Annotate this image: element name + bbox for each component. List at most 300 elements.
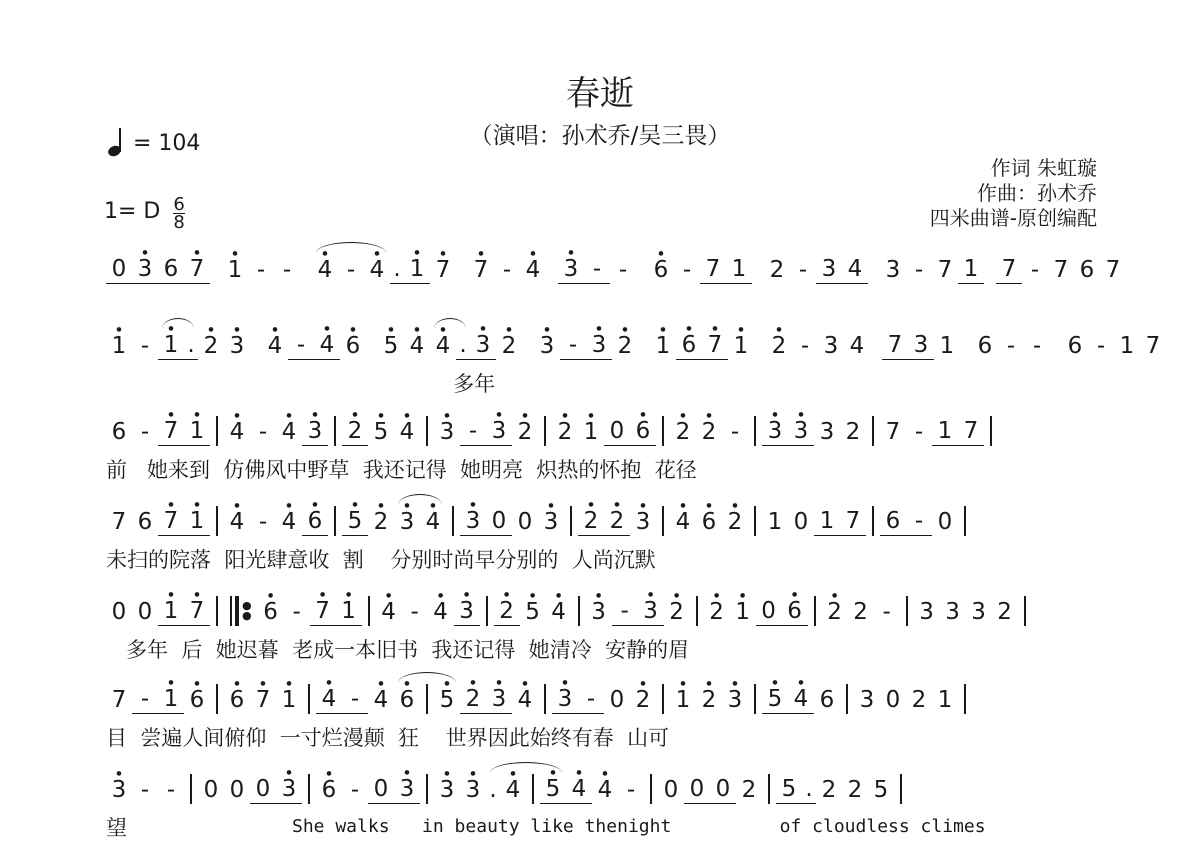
octave-dot: ●: [640, 502, 646, 509]
extension-dash: -: [292, 599, 301, 625]
octave-dot: ●: [234, 502, 240, 509]
barline: [754, 506, 756, 536]
key-signature: [104, 196, 185, 231]
octave-dot: ●: [350, 326, 356, 333]
octave-dot: ●: [326, 770, 332, 777]
note: 0: [937, 509, 953, 535]
barline: [754, 684, 756, 714]
octave-dot: ●: [404, 680, 410, 687]
octave-dot: ●: [312, 411, 318, 418]
barline: [768, 774, 770, 804]
note: 4 ●: [512, 686, 538, 714]
octave-dot: ●: [680, 502, 686, 509]
extension-dash: -: [140, 777, 150, 803]
note: 7 ●: [468, 256, 494, 284]
extension-dash: -: [584, 255, 610, 284]
note: 7 ●: [702, 331, 728, 360]
note: 2: [845, 419, 861, 445]
barline: [544, 416, 546, 446]
note: 3 ●: [470, 331, 496, 360]
note: 7: [885, 419, 901, 445]
note: 0: [106, 255, 132, 284]
extension-dash: -: [578, 685, 604, 714]
extension-dash: -: [460, 417, 486, 446]
note-line: [106, 494, 1100, 536]
octave-dot: ●: [480, 325, 486, 332]
note: 6 ●: [630, 417, 656, 446]
note: 7: [882, 331, 908, 360]
octave-dot: ●: [562, 679, 568, 686]
octave-dot: ●: [660, 326, 666, 333]
note: 0: [111, 599, 127, 625]
octave-dot: ●: [470, 679, 476, 686]
dotted-note-mark: .: [489, 777, 497, 803]
note: 4 ●: [670, 508, 696, 536]
octave-dot: ●: [232, 250, 238, 257]
note: 3: [971, 599, 986, 625]
lyricist-credit: 作词 朱虹璇: [990, 156, 1097, 180]
score-row: [106, 762, 1100, 840]
score-row: [106, 672, 1100, 750]
note: 6 ●: [258, 598, 284, 626]
barline: [872, 506, 874, 536]
octave-dot: ●: [286, 769, 292, 776]
note: 6: [1079, 257, 1095, 283]
barline: [334, 416, 336, 446]
octave-dot: ●: [437, 592, 444, 599]
score-row: [106, 242, 1121, 300]
note-line: [106, 318, 1161, 360]
extension-dash: -: [618, 257, 628, 283]
octave-dot: ●: [544, 326, 550, 333]
note: 2: [741, 777, 757, 803]
octave-dot: ●: [194, 411, 200, 418]
extension-dash: -: [560, 331, 586, 360]
note: 2 ●: [766, 332, 792, 360]
note: 2 ●: [460, 685, 486, 714]
extension-dash: -: [682, 257, 692, 283]
note: 2 ●: [704, 598, 730, 626]
arranger-credit: 四米曲谱-原创编配: [929, 206, 1097, 230]
barline: [906, 596, 908, 626]
octave-dot: ●: [791, 591, 798, 598]
octave-dot: ●: [614, 501, 620, 508]
octave-dot: ●: [588, 412, 594, 419]
extension-dash: -: [906, 507, 932, 536]
barline: [216, 506, 218, 536]
note: 2: [911, 687, 927, 713]
note: 3 ●: [132, 255, 158, 284]
note: 3 ●: [302, 417, 328, 446]
note: 6 ●: [394, 686, 420, 714]
note: 5 ●: [434, 686, 460, 714]
note: 7: [111, 687, 127, 713]
score-row: [106, 404, 1100, 482]
note: 3: [816, 255, 842, 284]
lyrics-line: 目 尝遍人间俯仰 一寸烂漫颠 狂 世界因此始终有春 山可: [106, 726, 670, 750]
note: 3: [885, 257, 901, 283]
octave-dot: ●: [272, 326, 278, 333]
barline: [368, 596, 370, 626]
note: 4 ●: [546, 598, 572, 626]
octave-dot: ●: [776, 326, 782, 333]
note: 2 ●: [496, 332, 522, 360]
octave-dot: ●: [324, 325, 330, 332]
note: 7 ●: [184, 255, 210, 284]
note: 7 ●: [310, 597, 336, 626]
note: 6 ●: [224, 686, 250, 714]
note: 4 ●: [312, 256, 338, 284]
octave-dot: ●: [404, 769, 410, 776]
score-row: [106, 494, 1100, 572]
note: 1 ●: [670, 686, 696, 714]
barline: [532, 774, 534, 804]
octave-dot: ●: [430, 502, 436, 509]
note: 5: [776, 775, 802, 804]
note: 3 ●: [722, 686, 748, 714]
note: 0: [756, 597, 782, 626]
octave-dot: ●: [706, 412, 712, 419]
octave-dot: ●: [706, 680, 712, 687]
note: 7: [1053, 257, 1069, 283]
note: 2 ●: [578, 507, 604, 536]
octave-dot: ●: [414, 249, 420, 256]
extension-dash: -: [1032, 333, 1042, 359]
note: 6 ●: [782, 597, 808, 626]
quarter-note-icon: [108, 130, 126, 156]
octave-dot: ●: [414, 326, 420, 333]
octave-dot: ●: [444, 680, 450, 687]
note: 5 ●: [368, 418, 394, 446]
note: 7 ●: [158, 507, 184, 536]
octave-dot: ●: [194, 501, 200, 508]
octave-dot: ●: [470, 501, 476, 508]
note: 1 ●: [184, 417, 210, 446]
octave-dot: ●: [602, 770, 608, 777]
note: 5 ●: [342, 507, 368, 536]
octave-dot: ●: [440, 326, 446, 333]
note: 4: [842, 255, 868, 284]
note: 2 ●: [722, 508, 748, 536]
note: 3 ●: [276, 775, 302, 804]
octave-dot: ●: [326, 679, 332, 686]
note: 3 ●: [224, 332, 250, 360]
note: 2 ●: [342, 417, 368, 446]
note: 4 ●: [224, 508, 250, 536]
octave-dot: ●: [322, 250, 328, 257]
note: 1 ●: [158, 597, 184, 626]
barline: [662, 506, 664, 536]
note: 0: [203, 777, 219, 803]
octave-dot: ●: [555, 592, 562, 599]
octave-dot: ●: [496, 411, 502, 418]
note: 3 ●: [460, 776, 486, 804]
note: 1 ●: [728, 332, 754, 360]
extension-dash: -: [502, 257, 512, 283]
octave-dot: ●: [478, 250, 484, 257]
barline: [334, 506, 336, 536]
extension-dash: -: [258, 509, 268, 535]
octave-dot: ●: [738, 326, 744, 333]
octave-dot: ●: [385, 592, 392, 599]
note: 4 ●: [520, 256, 546, 284]
note: 2: [847, 777, 863, 803]
barline: [662, 684, 664, 714]
time-numerator: 6: [173, 194, 185, 215]
note: 3 ●: [638, 597, 664, 626]
singer-subtitle: （演唱：孙术乔/吴三畏）: [469, 123, 731, 149]
barline: [964, 506, 966, 536]
note-line: [106, 672, 1100, 714]
note: 2 ●: [612, 332, 638, 360]
octave-dot: ●: [548, 502, 554, 509]
note: 7: [958, 417, 984, 446]
extension-dash: -: [282, 257, 292, 283]
note: 4 ●: [420, 508, 446, 536]
note: 2: [821, 777, 837, 803]
barline: [578, 596, 580, 626]
extension-dash: -: [1030, 257, 1040, 283]
extension-dash: -: [410, 599, 419, 625]
octave-dot: ●: [194, 680, 200, 687]
extension-dash: -: [1006, 333, 1016, 359]
note: 3 ●: [106, 776, 132, 804]
octave-dot: ●: [568, 249, 574, 256]
note: 7 ●: [250, 686, 276, 714]
extension-dash: -: [258, 419, 268, 445]
note: 1: [958, 255, 984, 284]
note-line: [106, 584, 1100, 626]
octave-dot: ●: [168, 501, 174, 508]
note: 3 ●: [552, 685, 578, 714]
extension-dash: -: [346, 257, 356, 283]
extension-dash: -: [288, 331, 314, 360]
note: 0: [684, 775, 710, 804]
note: 1 ●: [404, 255, 430, 284]
octave-dot: ●: [168, 411, 174, 418]
note: 1 ●: [650, 332, 676, 360]
time-denominator: 8: [173, 212, 185, 233]
octave-dot: ●: [576, 769, 582, 776]
octave-dot: ●: [116, 770, 122, 777]
note: 3 ●: [558, 255, 584, 284]
barline: [814, 596, 816, 626]
barline: [308, 774, 310, 804]
note: 2 ●: [368, 508, 394, 536]
note: 0: [710, 775, 736, 804]
octave-dot: ●: [168, 591, 174, 598]
octave-dot: ●: [286, 412, 292, 419]
extension-dash: -: [140, 333, 150, 359]
note: 6: [977, 333, 993, 359]
note: 2 ●: [494, 597, 520, 626]
note: 7: [111, 509, 127, 535]
note: 4 ●: [224, 418, 250, 446]
octave-dot: ●: [352, 501, 358, 508]
note: 6 ●: [184, 686, 210, 714]
barline: [308, 684, 310, 714]
octave-dot: ●: [234, 326, 240, 333]
extension-dash: -: [350, 777, 360, 803]
octave-dot: ●: [345, 591, 352, 598]
octave-dot: ●: [658, 250, 664, 257]
note-line: [106, 762, 1100, 804]
barline: [216, 416, 218, 446]
extension-dash: -: [730, 419, 740, 445]
note: 2 ●: [696, 418, 722, 446]
note: 4 ●: [788, 685, 814, 714]
octave-dot: ●: [312, 501, 318, 508]
extension-dash: -: [882, 599, 891, 625]
octave-dot: ●: [732, 502, 738, 509]
note: 7: [937, 257, 953, 283]
note: 2 ●: [512, 418, 538, 446]
note: 6 ●: [302, 507, 328, 536]
note: 4 ●: [376, 598, 402, 626]
octave-dot: ●: [496, 679, 502, 686]
lyrics-line: 多年: [106, 372, 496, 396]
octave-dot: ●: [739, 592, 746, 599]
octave-dot: ●: [522, 412, 528, 419]
note: 5 ●: [520, 598, 546, 626]
octave-dot: ●: [530, 250, 536, 257]
note: 4 ●: [428, 598, 454, 626]
lyrics-line: 多年 后 她迟暮 老成一本旧书 我还记得 她清冷 安静的眉: [106, 638, 690, 662]
note: 0: [137, 599, 153, 625]
extension-dash: -: [342, 685, 368, 714]
octave-dot: ●: [142, 249, 148, 256]
note: 3: [819, 419, 835, 445]
octave-dot: ●: [831, 592, 838, 599]
note: 3 ●: [486, 417, 512, 446]
barline: [452, 506, 454, 536]
note: 3 ●: [586, 598, 612, 626]
barline: [426, 416, 428, 446]
octave-dot: ●: [378, 502, 384, 509]
note-line: [106, 242, 1121, 284]
note: 2 ●: [552, 418, 578, 446]
octave-dot: ●: [798, 411, 804, 418]
dotted-note-mark: .: [184, 331, 198, 360]
barline: [216, 596, 218, 626]
octave-dot: ●: [440, 250, 446, 257]
note: 2 ●: [664, 598, 690, 626]
note: 1: [726, 255, 752, 284]
octave-dot: ●: [622, 326, 628, 333]
octave-dot: ●: [595, 592, 602, 599]
note: 2 ●: [198, 332, 224, 360]
octave-dot: ●: [404, 502, 410, 509]
barline: [872, 416, 874, 446]
note: 2 ●: [630, 686, 656, 714]
note: 3 ●: [534, 332, 560, 360]
note: 1: [1119, 333, 1135, 359]
note: 7 ●: [184, 597, 210, 626]
note: 6: [819, 687, 835, 713]
note: 3 ●: [788, 417, 814, 446]
note: 7: [700, 255, 726, 284]
note: 6 ●: [340, 332, 366, 360]
note: 4: [849, 333, 865, 359]
octave-dot: ●: [680, 412, 686, 419]
note: 2 ●: [822, 598, 848, 626]
note: 3 ●: [538, 508, 564, 536]
note: 4 ●: [364, 256, 390, 284]
barline: [650, 774, 652, 804]
octave-dot: ●: [234, 412, 240, 419]
note: 1 ●: [276, 686, 302, 714]
extension-dash: -: [140, 419, 150, 445]
note: 1: [937, 687, 953, 713]
note: 4 ●: [276, 418, 302, 446]
note: 3: [823, 333, 839, 359]
note: 5: [873, 777, 889, 803]
note: 4 ●: [394, 418, 420, 446]
note: 0: [793, 509, 809, 535]
note: 3 ●: [586, 331, 612, 360]
note: 0: [250, 775, 276, 804]
note: 3: [859, 687, 875, 713]
note: 4 ●: [276, 508, 302, 536]
note: 1: [767, 509, 783, 535]
octave-dot: ●: [522, 680, 528, 687]
note: 0: [663, 777, 679, 803]
extension-dash: -: [166, 777, 176, 803]
barline: [570, 506, 572, 536]
extension-dash: -: [914, 419, 924, 445]
tempo-mark: [108, 130, 200, 156]
note: 1 ●: [158, 331, 184, 360]
extension-dash: -: [626, 777, 636, 803]
extension-dash: -: [798, 257, 808, 283]
song-title: 春逝: [566, 74, 634, 114]
octave-dot: ●: [732, 680, 738, 687]
repeat-start-barline: ● ●: [230, 596, 252, 626]
extension-dash: -: [132, 685, 158, 714]
note: 6: [158, 255, 184, 284]
octave-dot: ●: [319, 591, 326, 598]
barline: [1024, 596, 1026, 626]
octave-dot: ●: [798, 679, 804, 686]
lyrics-line: 未扫的院落 阳光肆意收 割 分别时尚早分别的 人尚沉默: [106, 548, 656, 572]
note: 1 ●: [184, 507, 210, 536]
octave-dot: ●: [647, 591, 654, 598]
lyrics-line: 望: [106, 816, 127, 840]
barline: [486, 596, 488, 626]
note: 4 ●: [262, 332, 288, 360]
octave-dot: ●: [506, 326, 512, 333]
note: 7: [996, 255, 1022, 284]
barline: [754, 416, 756, 446]
note: 7 ●: [158, 417, 184, 446]
octave-dot: ●: [673, 592, 680, 599]
extension-dash: -: [612, 597, 638, 626]
note: 3: [908, 331, 934, 360]
octave-dot: ●: [640, 680, 646, 687]
octave-dot: ●: [772, 679, 778, 686]
note: 3 ●: [394, 775, 420, 804]
note: 0: [368, 775, 394, 804]
octave-dot: ●: [286, 502, 292, 509]
note: 6 ●: [648, 256, 674, 284]
note: 0: [885, 687, 901, 713]
octave-dot: ●: [116, 326, 122, 333]
note: 6: [1067, 333, 1083, 359]
note: 6: [880, 507, 906, 536]
octave-dot: ●: [596, 325, 602, 332]
note: 7: [1145, 333, 1161, 359]
lyrics-line: 前 她来到 仿佛风中野草 我还记得 她明亮 炽热的怀抱 花径: [106, 458, 697, 482]
